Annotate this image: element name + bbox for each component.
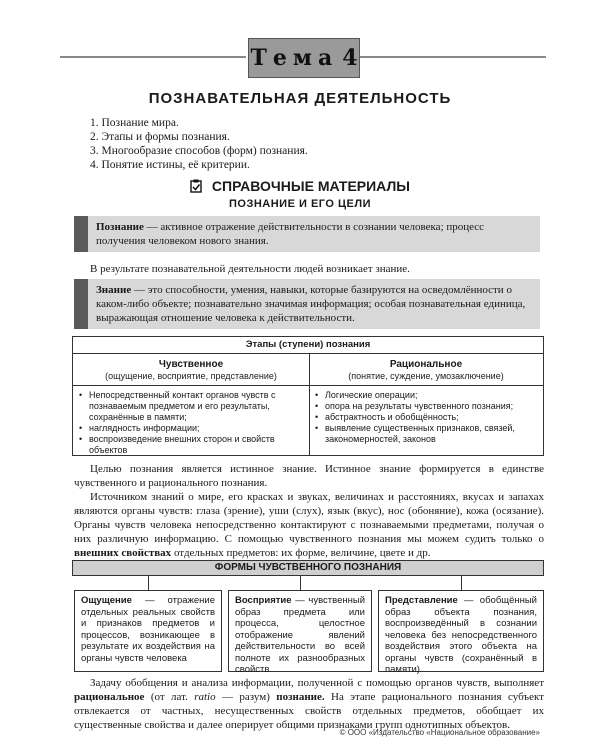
stages-table [72, 336, 544, 456]
connector-line [300, 576, 301, 590]
definition-box [74, 279, 540, 329]
divider [309, 385, 543, 386]
stage-title: Чувственное [158, 359, 224, 370]
stage-subtitle: (понятие, суждение, умозаключение) [348, 371, 504, 381]
connector-line [148, 576, 149, 590]
list-item: • воспроизведение внешних сторон и свойств объектов [89, 434, 303, 456]
emphasis: внешних свойствах [74, 547, 172, 559]
paragraph [74, 490, 544, 560]
reference-heading-text: СПРАВОЧНЫЕ МАТЕРИАЛЫ [211, 178, 410, 194]
form-term: Восприятие [235, 595, 292, 606]
definition-box [74, 216, 540, 252]
divider [360, 56, 546, 58]
paragraph: Целью познания является истинное знание. Истинное знание формируется в единстве чувственного и рационального познания. [74, 463, 544, 489]
form-box-sensation [74, 590, 222, 672]
stage-column-sensory [73, 353, 310, 455]
form-term: Ощущение [81, 595, 132, 606]
stage-column-rational [309, 353, 543, 455]
theme-badge [248, 38, 360, 78]
theme-header [0, 38, 600, 78]
stage-features [73, 390, 309, 456]
paragraph-text: — разум) [215, 691, 277, 703]
reference-heading [0, 178, 600, 196]
form-text: — чувственный образ предмета или процесса, целостное отображение явлений действительности во всей полноте их разнообразных свойств [235, 595, 365, 675]
definition-text: — это способности, умения, навыки, которые базируются на осведомлённости о каком-либо объекте; познавательно значимая информация; особая познавательная единица, выражающая отношение человека к действительности. [96, 284, 526, 324]
paragraph: В результате познавательной деятельности людей возникает знание. [90, 263, 410, 275]
list-item: • Непосредственный контакт органов чувств с познаваемым предметом и его результаты, сохранённые в памяти; [89, 390, 303, 423]
list-item: 2. Этапы и формы познания. [90, 131, 230, 143]
form-text: — обобщённый образ объекта познания, воспроизведённый в сознании человека без непосредственного воздействия этого объекта на органы чувств (сохранённый в памяти) [385, 595, 537, 675]
stage-subtitle: (ощущение, восприятие, представление) [105, 371, 277, 381]
paragraph-text: Задачу обобщения и анализа информации, полученной с помощью органов чувств, выполняет [90, 677, 544, 689]
paragraph-text: (от лат. [144, 691, 195, 703]
divider [60, 56, 246, 58]
page-title: ПОЗНАВАТЕЛЬНАЯ ДЕЯТЕЛЬНОСТЬ [148, 90, 452, 107]
list-item: 3. Многообразие способов (форм) познания. [90, 145, 308, 157]
checklist-icon [190, 179, 202, 196]
paragraph [74, 676, 544, 732]
copyright-footer: © ООО «Издательство «Национальное образование» [339, 728, 540, 737]
paragraph-text: отдельных предметов: их форме, величине, цвете и др. [171, 547, 431, 559]
list-item: 1. Познание мира. [90, 117, 179, 129]
form-box-representation [378, 590, 544, 675]
paragraph-text: Источником знаний о мире, его красках и звуках, величинах и расстояниях, вкусах и запахах являются органы чувств: глаза (зрение), уши (слух), язык (вкус), нос (обоняние), кожа (осязание). Органы чувств человека непосредственно контактируют с познаваемыми предметами, получая о них различную информацию. С помощью чувственного познания мы можем судить только о [74, 491, 544, 545]
emphasis: рациональное [74, 691, 145, 703]
list-item: • выявление существенных признаков, связей, закономерностей, законов [325, 423, 537, 445]
definition-term: Знание [96, 284, 132, 296]
stages-title: Этапы (ступени) познания [73, 337, 543, 354]
stage-title: Рациональное [389, 359, 463, 370]
stage-features [309, 390, 543, 445]
list-item: • абстрактность и обобщённость; [325, 412, 537, 423]
form-text: — отражение отдельных реальных свойств и признаков предметов и процессов, возникающее в результате их воздействия на органы чувств человека [81, 595, 215, 664]
definition-text: — активное отражение действительности в сознании человека; процесс получения человеком нового знания. [96, 221, 485, 247]
connector-line [461, 576, 462, 590]
forms-title: ФОРМЫ ЧУВСТВЕННОГО ПОЗНАНИЯ [72, 560, 544, 576]
latin-term: ratio [194, 691, 216, 703]
paragraph-text: На этапе рационального познания субъект отвлекается от частных, несущественных свойств отдельных предметов, обобщает их существенные свойства и далее оперирует общими признаками групп однотипных объектов. [74, 691, 544, 731]
divider [73, 385, 309, 386]
list-item: 4. Понятие истины, её критерии. [90, 159, 250, 171]
list-item: • наглядность информации; [89, 423, 303, 434]
form-box-perception [228, 590, 372, 675]
reference-subheading: ПОЗНАНИЕ И ЕГО ЦЕЛИ [229, 198, 371, 210]
emphasis: познание. [276, 691, 325, 703]
theme-number: 4 [342, 45, 358, 71]
theme-word: Тема [250, 45, 339, 71]
list-item: • Логические операции; [325, 390, 537, 401]
form-term: Представление [385, 595, 458, 606]
list-item: • опора на результаты чувственного познания; [325, 401, 537, 412]
topics-list [90, 116, 308, 172]
definition-term: Познание [96, 221, 144, 233]
